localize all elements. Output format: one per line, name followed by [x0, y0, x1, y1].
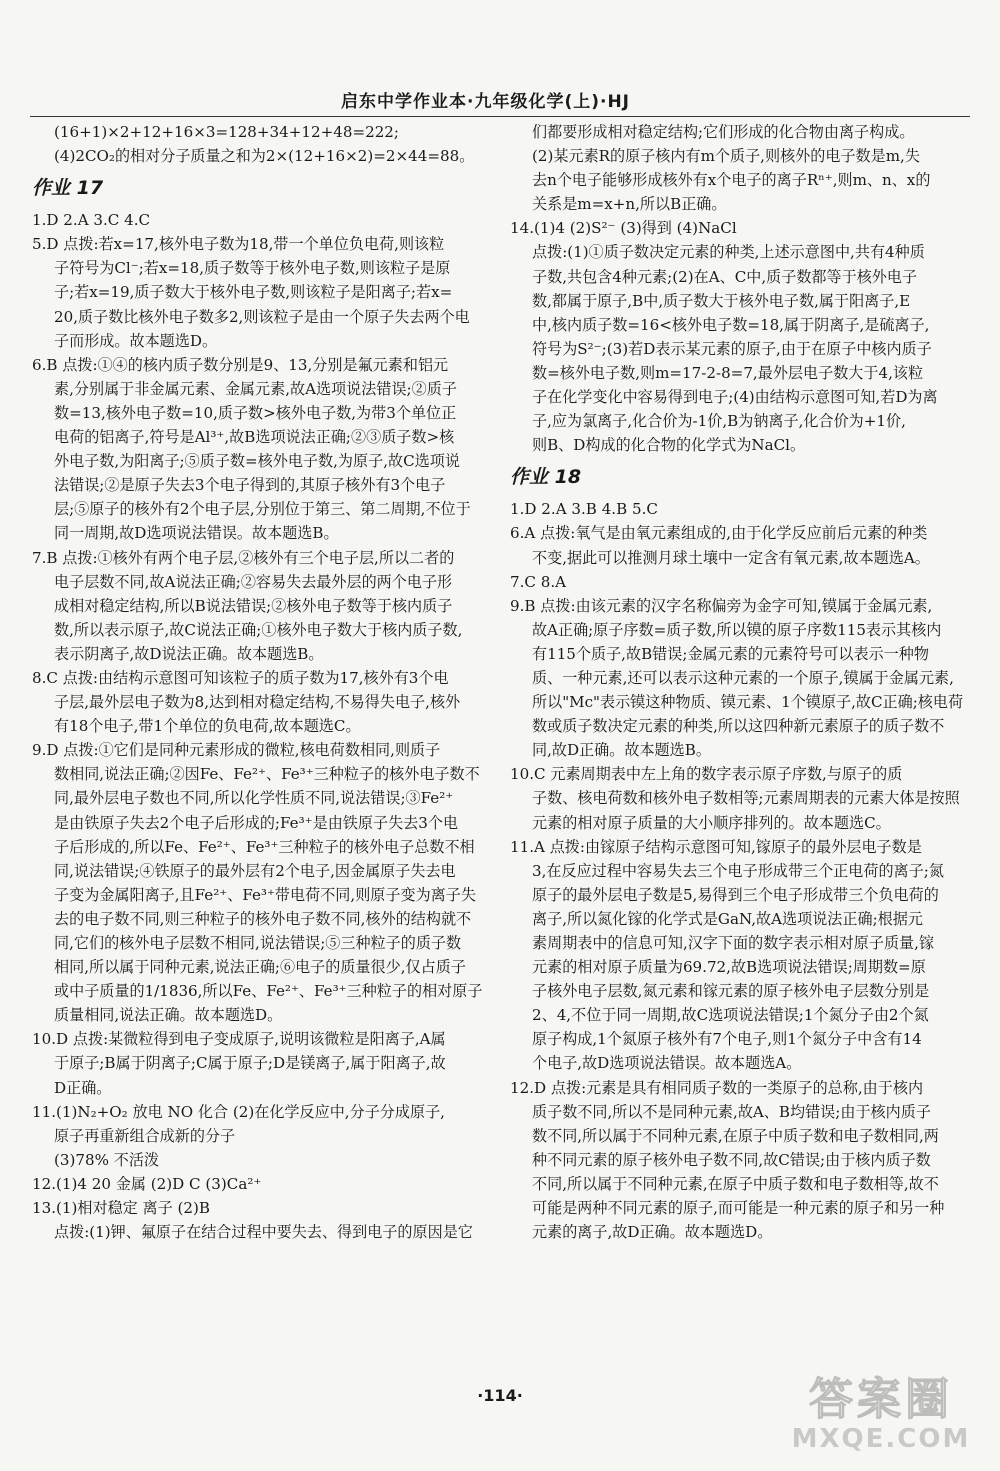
- text-line: (4)2CO₂的相对分子质量之和为2×(12+16×2)=2×44=88。: [54, 147, 475, 166]
- text-line: 符号为S²⁻;(3)若D表示某元素的原子,由于在原子中核内质子: [532, 339, 932, 358]
- text-line: 子变为金属阳离子,且Fe²⁺、Fe³⁺带电荷不同,则原子变为离子失: [54, 885, 476, 904]
- text-line: 质量相同,说法正确。故本题选D。: [54, 1006, 283, 1025]
- text-line: 子数,共包含4种元素;(2)在A、C中,质子数都等于核外电子: [532, 267, 918, 286]
- text-line: 子符号为Cl⁻;若x=18,质子数等于核外电子数,则该粒子是原: [54, 259, 451, 278]
- text-line: 同,它们的核外电子层数不相同,说法错误;⑤三种粒子的质子数: [54, 934, 462, 952]
- text-line: 电荷的铝离子,符号是Al³⁺,故B选项说法正确;②③质子数>核: [54, 428, 455, 447]
- text-line: 层;⑤原子的核外有2个电子层,分别位于第三、第二周期,不位于: [54, 500, 471, 519]
- text-line: 子在化学变化中容易得到电子;(4)由结构示意图可知,若D为离: [532, 388, 938, 407]
- text-line: 所以"Mc"表示镆这种物质、镆元素、1个镆原子,故C正确;核电荷: [532, 693, 964, 712]
- text-line: 原子构成,1个氮原子核外有7个电子,则1个氮分子中含有14: [532, 1030, 922, 1049]
- text-line: 于原子;B属于阴离子;C属于原子;D是镁离子,属于阳离子,故: [54, 1054, 446, 1073]
- text-line: 12.D 点拨:元素是具有相同质子数的一类原子的总称,由于核内: [510, 1078, 924, 1097]
- text-line: 数=13,核外电子数=10,质子数>核外电子数,为带3个单位正: [54, 403, 457, 422]
- text-line: 关系是m=x+n,所以B正确。: [532, 195, 727, 214]
- text-line: 9.B 点拨:由该元素的汉字名称偏旁为金字可知,镆属于金属元素,: [510, 596, 933, 615]
- page-header: [30, 82, 970, 117]
- section-heading: 作业 18: [510, 466, 582, 489]
- text-line: (2)某元素R的原子核内有m个质子,则核外的电子数是m,失: [532, 147, 920, 166]
- section-heading: 作业 17: [32, 177, 104, 200]
- text-line: 可能是两种不同元素的原子,而可能是一种元素的原子和另一种: [532, 1199, 945, 1218]
- text-line: 们都要形成相对稳定结构;它们形成的化合物由离子构成。: [532, 123, 915, 141]
- text-line: 同,最外层电子数也不同,所以化学性质不同,说法错误;③Fe²⁺: [54, 789, 454, 808]
- text-line: 个电子,故D选项说法错误。故本题选A。: [532, 1054, 802, 1073]
- text-line: (3)78% 不活泼: [54, 1150, 160, 1169]
- text-line: 同一周期,故D选项说法错误。故本题选B。: [54, 524, 339, 543]
- text-line: 元素的相对原子质量为69.72,故B选项说法错误;周期数=原: [532, 958, 926, 977]
- text-line: 10.C 元素周期表中左上角的数字表示原子序数,与原子的质: [510, 765, 903, 784]
- right-column: [510, 120, 965, 1244]
- text-line: 6.B 点拨:①④的核内质子数分别是9、13,分别是氟元素和铝元: [32, 355, 449, 374]
- text-line: 5.D 点拨:若x=17,核外电子数为18,带一个单位负电荷,则该粒: [32, 235, 445, 254]
- text-line: 13.(1)相对稳定 离子 (2)B: [32, 1199, 211, 1218]
- text-line: 有18个电子,带1个单位的负电荷,故本题选C。: [54, 717, 361, 736]
- text-line: 原子的最外层电子数是5,易得到三个电子形成带三个负电荷的: [532, 885, 939, 904]
- text-line: 电子层数不同,故A说法正确;②容易失去最外层的两个电子形: [54, 572, 453, 591]
- text-line: 质子数不同,所以不是同种元素,故A、B均错误;由于核内质子: [532, 1102, 931, 1121]
- text-line: 素,分别属于非金属元素、金属元素,故A选项说法错误;②质子: [54, 379, 457, 398]
- text-line: 不变,据此可以推测月球土壤中一定含有氧元素,故本题选A。: [532, 548, 930, 567]
- text-line: 同,故D正确。故本题选B。: [532, 741, 711, 760]
- text-line: 是由铁原子失去2个电子后形成的;Fe³⁺是由铁原子失去3个电: [54, 813, 459, 832]
- text-line: 3,在反应过程中容易失去三个电子形成带三个正电荷的离子;氮: [532, 861, 944, 880]
- text-line: 去n个电子能够形成核外有x个电子的离子Rⁿ⁺,则m、n、x的: [532, 171, 931, 190]
- text-line: 7.C 8.A: [510, 572, 567, 591]
- text-line: 11.A 点拨:由镓原子结构示意图可知,镓原子的最外层电子数是: [510, 837, 922, 856]
- text-line: 不同,所以属于不同种元素,在原子中质子数和电子数相等,故不: [532, 1174, 939, 1193]
- text-line: 数,所以表示原子,故C说法正确;①核外电子数大于核内质子数,: [54, 620, 463, 639]
- text-line: 子层,最外层电子数为8,达到相对稳定结构,不易得失电子,核外: [54, 693, 461, 712]
- text-line: 点拨:(1)钾、氟原子在结合过程中要失去、得到电子的原因是它: [54, 1223, 473, 1242]
- text-line: 子,应为氯离子,化合价为-1价,B为钠离子,化合价为+1价,: [532, 412, 906, 431]
- header-title: 启东中学作业本·九年级化学(上)·HJ: [340, 92, 630, 112]
- page-number: ·114·: [477, 1386, 523, 1405]
- text-line: 成相对稳定结构,所以B说法错误;②核外电子数等于核内质子: [54, 596, 453, 615]
- text-line: 去的电子数不同,则三种粒子的核外电子数不同,核外的结构就不: [54, 909, 472, 928]
- text-line: 质、一种元素,还可以表示这种元素的一个原子,镆属于金属元素,: [532, 668, 954, 687]
- text-line: 原子再重新组合成新的分子: [54, 1126, 236, 1145]
- text-line: 子后形成的,所以Fe、Fe²⁺、Fe³⁺三种粒子的核外电子总数不相: [54, 837, 475, 856]
- text-line: 表示阴离子,故D说法正确。故本题选B。: [54, 644, 324, 663]
- text-line: 子而形成。故本题选D。: [54, 331, 218, 350]
- text-line: 数不同,所以属于不同种元素,在原子中质子数和电子数相同,两: [532, 1126, 939, 1145]
- text-line: 故A正确;原子序数=质子数,所以镆的原子序数115表示其核内: [532, 620, 942, 639]
- text-line: 素周期表中的信息可知,汉字下面的数字表示相对原子质量,镓: [532, 934, 935, 952]
- text-line: 12.(1)4 20 金属 (2)D C (3)Ca²⁺: [32, 1174, 262, 1193]
- text-line: 7.B 点拨:①核外有两个电子层,②核外有三个电子层,所以二者的: [32, 548, 455, 567]
- text-line: 中,核内质子数=16<核外电子数=18,属于阴离子,是硫离子,: [532, 315, 930, 334]
- watermark: [776, 1375, 986, 1457]
- text-line: 数相同,说法正确;②因Fe、Fe²⁺、Fe³⁺三种粒子的核外电子数不: [54, 765, 480, 784]
- text-line: 离子,所以氮化镓的化学式是GaN,故A选项说法正确;根据元: [532, 909, 923, 928]
- text-line: 则B、D构成的化合物的化学式为NaCl。: [532, 436, 806, 455]
- text-line: 子;若x=19,质子数大于核外电子数,则该粒子是阳离子;若x=: [54, 283, 453, 302]
- left-column: [32, 120, 487, 1244]
- text-line: 同,说法错误;④铁原子的最外层有2个电子,因金属原子失去电: [54, 861, 456, 880]
- text-line: 种不同元素的原子核外电子数不同,故C错误;由于核内质子数: [532, 1150, 931, 1169]
- text-line: 外电子数,为阳离子;⑤质子数=核外电子数,为原子,故C选项说: [54, 452, 460, 471]
- text-line: 6.A 点拨:氧气是由氧元素组成的,由于化学反应前后元素的种类: [510, 524, 928, 543]
- text-line: 或中子质量的1/1836,所以Fe、Fe²⁺、Fe³⁺三种粒子的相对原子: [54, 982, 483, 1001]
- text-line: D正确。: [54, 1078, 112, 1097]
- text-line: 2、4,不位于同一周期,故C选项说法错误;1个氮分子由2个氮: [532, 1006, 929, 1025]
- text-line: 点拨:(1)①质子数决定元素的种类,上述示意图中,共有4种质: [532, 243, 925, 262]
- text-line: 数,都属于原子,B中,质子数大于核外电子数,属于阳离子,E: [532, 291, 911, 310]
- text-line: 1.D 2.A 3.B 4.B 5.C: [510, 500, 658, 519]
- text-line: 元素的相对原子质量的大小顺序排列的。故本题选C。: [532, 813, 891, 832]
- text-line: 1.D 2.A 3.C 4.C: [32, 211, 151, 230]
- watermark-logo: 答案圈: [809, 1374, 953, 1425]
- text-line: 8.C 点拨:由结构示意图可知该粒子的质子数为17,核外有3个电: [32, 668, 449, 687]
- text-line: 11.(1)N₂+O₂ 放电 NO 化合 (2)在化学反应中,分子分成原子,: [32, 1102, 445, 1121]
- text-line: 有115个质子,故B错误;金属元素的元素符号可以表示一种物: [532, 644, 929, 663]
- text-line: (16+1)×2+12+16×3=128+34+12+48=222;: [54, 123, 399, 141]
- text-line: 子核外电子层数,氮元素和镓元素的原子核外电子层数分别是: [532, 982, 930, 1001]
- text-line: 法错误;②是原子失去3个电子得到的,其原子核外有3个电子: [54, 476, 446, 495]
- text-line: 9.D 点拨:①它们是同种元素形成的微粒,核电荷数相同,则质子: [32, 741, 441, 760]
- text-line: 数=核外电子数,则m=17-2-8=7,最外层电子数大于4,该粒: [532, 363, 924, 382]
- text-line: 20,质子数比核外电子数多2,则该粒子是由一个原子失去两个电: [54, 307, 470, 326]
- watermark-url: MXQE.COM: [791, 1424, 971, 1454]
- text-line: 元素的离子,故D正确。故本题选D。: [532, 1223, 773, 1242]
- text-line: 数或质子数决定元素的种类,所以这四种新元素原子的质子数不: [532, 717, 945, 736]
- text-line: 14.(1)4 (2)S²⁻ (3)得到 (4)NaCl: [510, 219, 737, 238]
- text-line: 10.D 点拨:某微粒得到电子变成原子,说明该微粒是阳离子,A属: [32, 1030, 446, 1049]
- text-line: 子数、核电荷数和核外电子数相等;元素周期表的元素大体是按照: [532, 789, 960, 808]
- text-line: 相同,所以属于同种元素,说法正确;⑥电子的质量很少,仅占质子: [54, 958, 466, 977]
